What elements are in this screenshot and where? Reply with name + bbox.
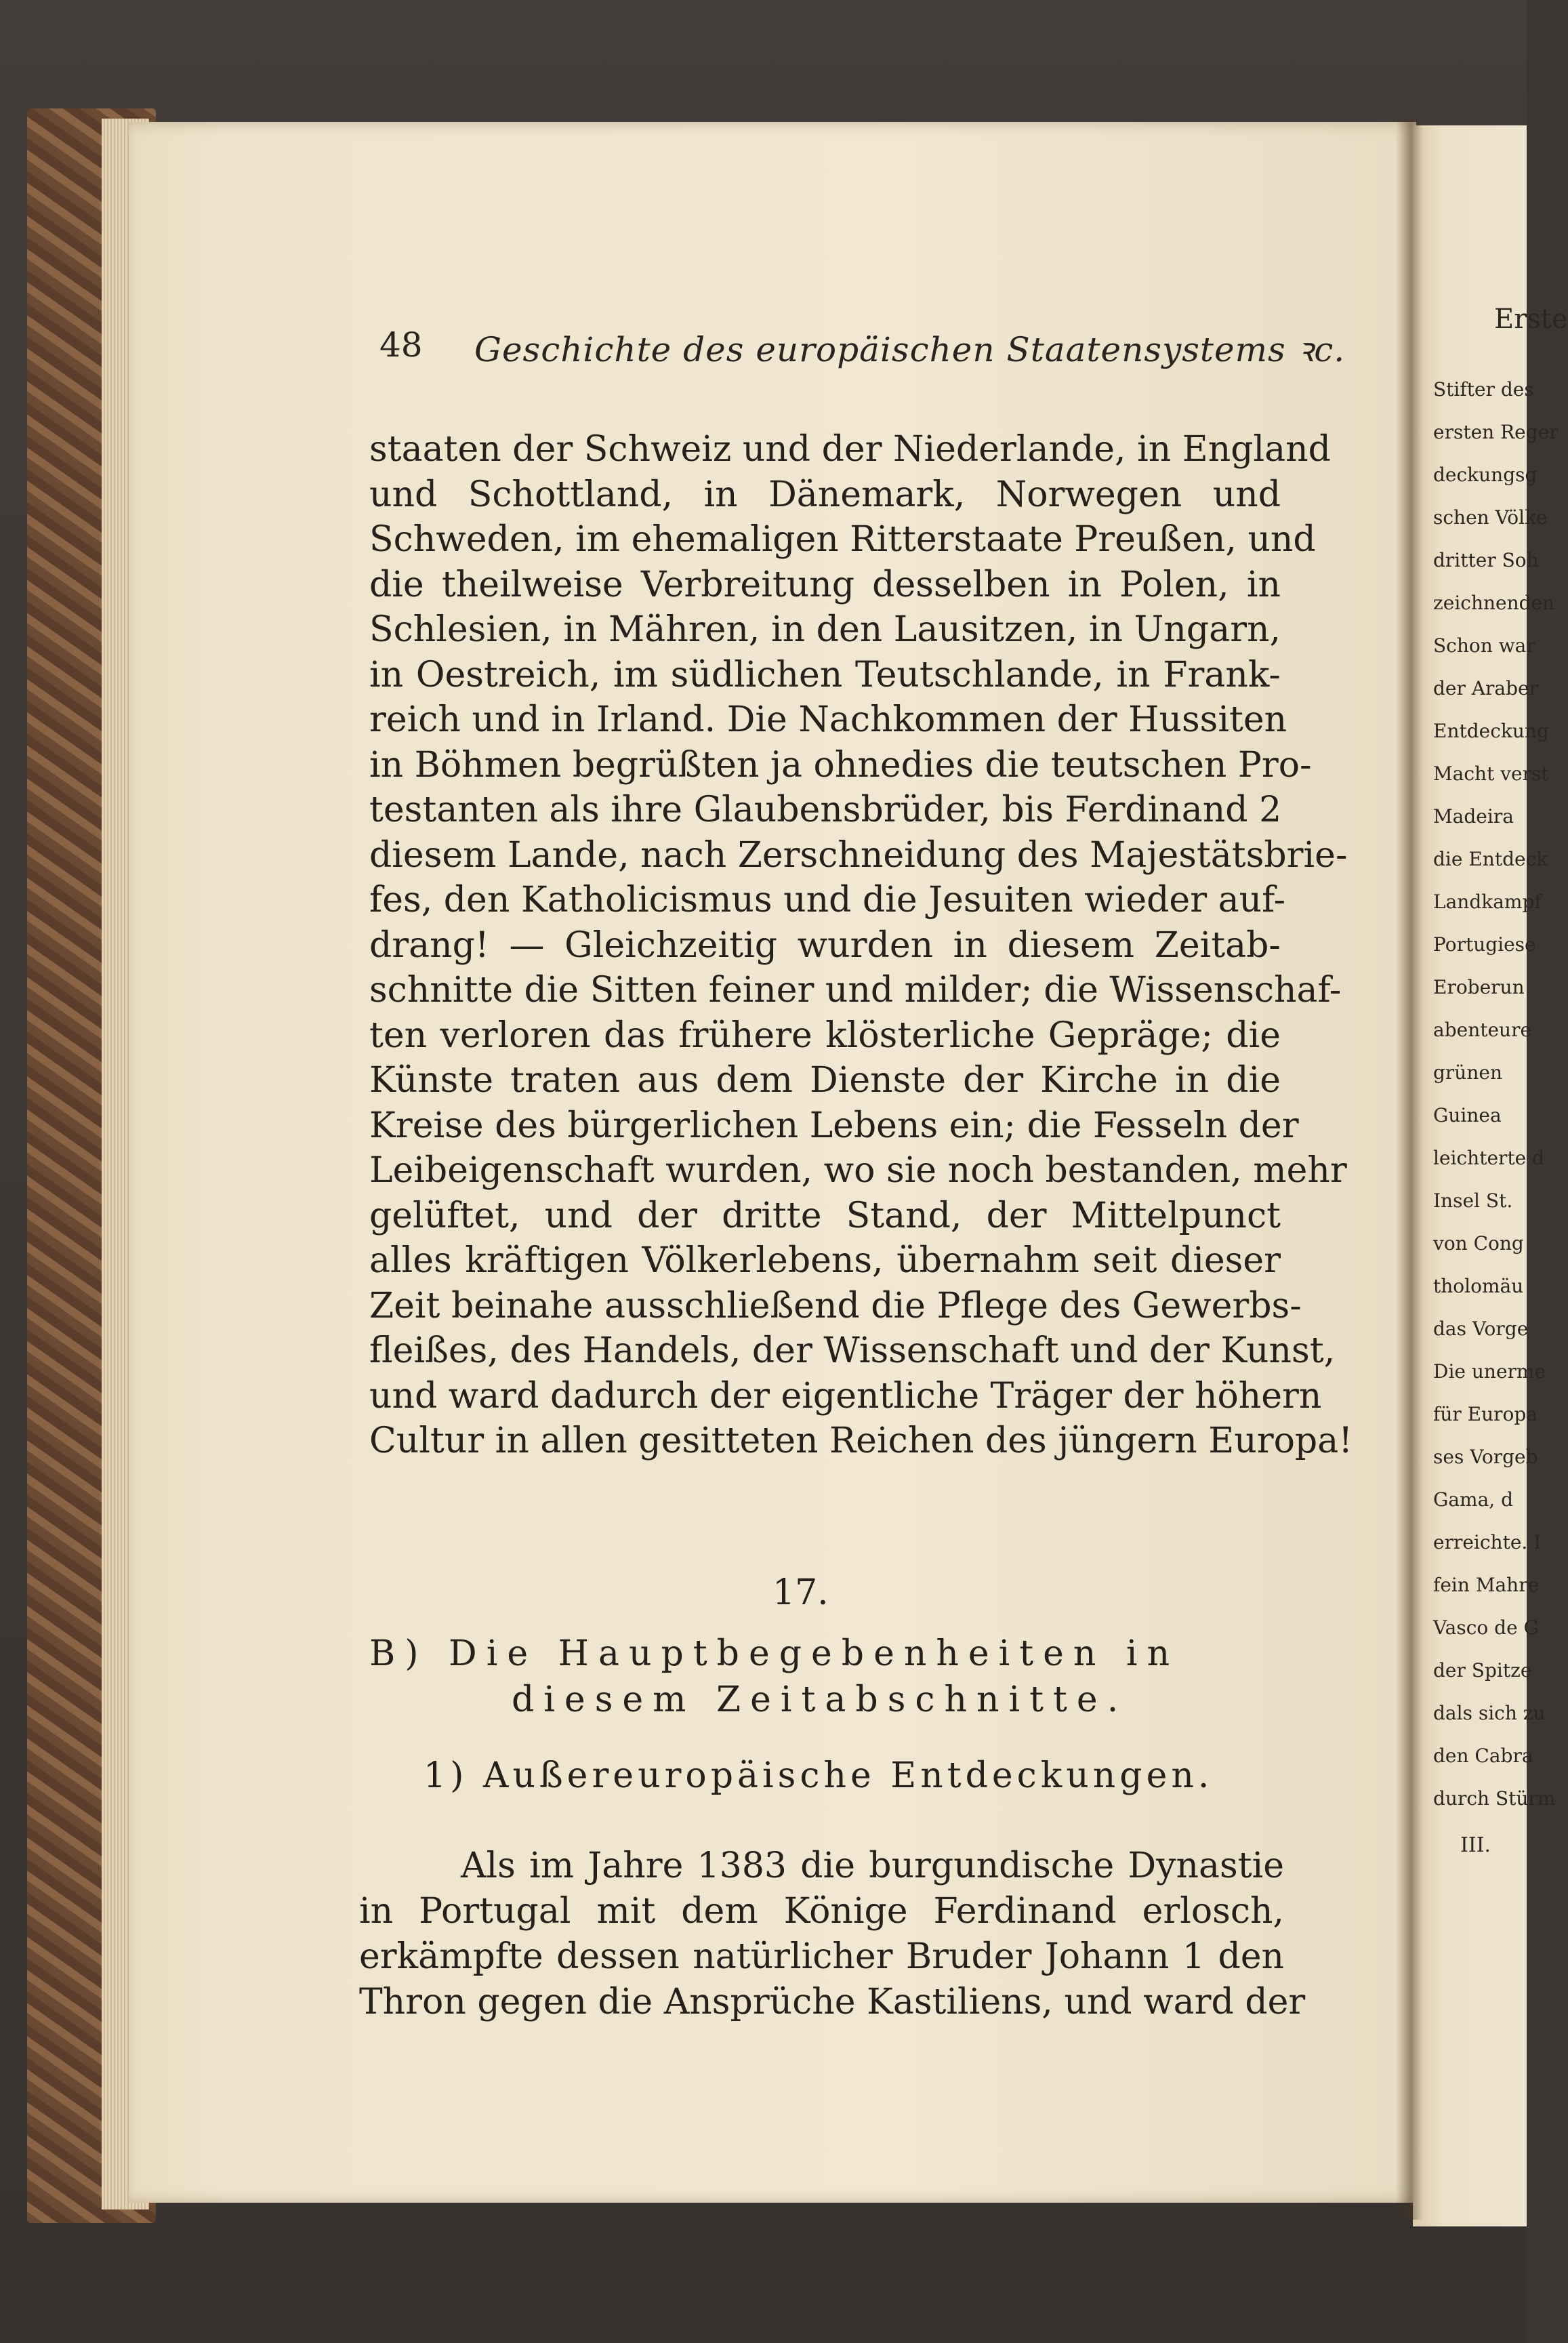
text-line: Kreise des bürgerlichen Lebens ein; die Fesseln der [369,1105,1299,1146]
facing-page-line: fein Mahre [1433,1574,1540,1596]
facing-page-line: Schon war [1433,634,1535,657]
facing-page-line: abenteure [1433,1019,1532,1041]
facing-page-line: für Europa [1433,1403,1538,1425]
facing-page-line: die Entdeck [1433,848,1548,870]
running-header [379,325,1346,386]
facing-page-line: ersten Reger [1433,421,1559,443]
facing-page-line: Guinea [1433,1104,1502,1126]
facing-page-heading: Erste [1494,304,1568,335]
facing-page-line: Madeira [1433,805,1514,828]
facing-page-footer: III. [1460,1833,1491,1857]
text-line: in Portugal mit dem Könige Ferdinand erlosch, [359,1891,1284,1932]
facing-page-line: deckungsg [1433,464,1538,486]
facing-page-line: tholomäu [1433,1275,1524,1297]
text-line: reich und in Irland. Die Nachkommen der Hussiten [369,699,1287,740]
facing-page-line: Die unerme [1433,1360,1546,1383]
facing-page-line: durch Stürm [1433,1787,1556,1810]
facing-page-line: Entdeckung [1433,720,1549,742]
facing-page-line: Eroberun [1433,976,1525,998]
text-line: drang! — Gleichzeitig wurden in diesem Zeitab- [369,924,1281,966]
facing-page-fragment [1433,298,1568,1867]
facing-page-line: von Cong [1433,1232,1524,1255]
text-line: testanten als ihre Glaubensbrüder, bis Ferdinand 2 [369,790,1282,830]
body-text [369,427,1353,1464]
text-line: Schweden, im ehemaligen Ritterstaate Preußen, und [369,519,1316,560]
text-line: und Schottland, in Dänemark, Norwegen und [369,474,1281,515]
facing-page-line: das Vorge [1433,1318,1529,1340]
text-line: staaten der Schweiz und der Niederlande, in England [369,429,1331,470]
body-text-continued [359,1843,1306,2025]
text-line: in Böhmen begrüßten ja ohnedies die teutschen Pro- [369,744,1312,786]
text-line: diesem Lande, nach Zerschneidung des Majestätsbrie- [369,834,1348,876]
text-line: und ward dadurch der eigentliche Träger der höhern [369,1375,1322,1417]
facing-page-line: schen Völke [1433,506,1548,529]
section-title-line: diesem Zeitabschnitte. [512,1679,1128,1720]
facing-page-line: den Cabra [1433,1745,1533,1767]
text-line: Zeit beinahe ausschließend die Pflege des Gewerbs- [369,1285,1302,1326]
text-line: Künste traten aus dem Dienste der Kirche in die [369,1060,1281,1101]
facing-page-line: grünen [1433,1061,1502,1084]
text-line: in Oestreich, im südlichen Teutschlande, in Frank- [369,654,1281,695]
facing-page-line: zeichnenden [1433,592,1555,614]
text-line: gelüftet, und der dritte Stand, der Mittelpunct [369,1195,1281,1236]
text-line: Als im Jahre 1383 die burgundische Dynastie [461,1846,1284,1886]
text-line: Schlesien, in Mähren, in den Lausitzen, in Ungarn, [369,609,1281,650]
book-gutter [1396,119,1423,2220]
section-title [369,1633,1281,1726]
section-number: 17. [772,1572,829,1613]
facing-page-line: Landkampf [1433,891,1542,913]
section-title-line: B) Die Hauptbegebenheiten in [369,1633,1180,1674]
facing-page-line: der Spitze [1433,1659,1532,1682]
facing-page-line: leichterte d [1433,1147,1545,1169]
facing-page-line: der Araber [1433,677,1538,699]
text-line: ten verloren das frühere klösterliche Gepräge; die [369,1015,1281,1056]
text-line: Thron gegen die Ansprüche Kastiliens, und ward der [359,1982,1306,2022]
text-line: schnitte die Sitten feiner und milder; die Wissenschaf- [369,970,1342,1011]
text-line: Cultur in allen gesitteten Reichen des jüngern Europa! [369,1421,1353,1461]
facing-page-line: Gama, d [1433,1488,1514,1511]
text-line: alles kräftigen Völkerlebens, übernahm seit dieser [369,1240,1281,1281]
facing-page-line: Stifter des [1433,378,1534,401]
text-line: Leibeigenschaft wurden, wo sie noch bestanden, mehr [369,1150,1347,1191]
facing-page-line: Portugiese [1433,933,1536,956]
facing-page-line: dals sich zu [1433,1702,1546,1724]
text-line: erkämpfte dessen natürlicher Bruder Johann 1 den [359,1936,1284,1977]
running-title: Geschichte des europäischen Staatensystems ꝛc. [474,330,1346,369]
facing-page-line: dritter Soh [1433,549,1539,571]
facing-page-line: ses Vorgeb [1433,1446,1538,1468]
page-number: 48 [379,325,423,365]
text-line: die theilweise Verbreitung desselben in Polen, in [369,564,1281,605]
subsection-title: 1) Außereuropäische Entdeckungen. [424,1755,1214,1796]
facing-page-line: Vasco de G [1433,1616,1539,1639]
text-line: fes, den Katholicismus und die Jesuiten wieder auf- [369,880,1286,920]
facing-page-line: Insel St. [1433,1189,1513,1212]
facing-page-line: Macht verst [1433,762,1549,785]
text-line: fleißes, des Handels, der Wissenschaft und der Kunst, [369,1330,1336,1371]
facing-page-line: erreichte. I [1433,1531,1542,1553]
